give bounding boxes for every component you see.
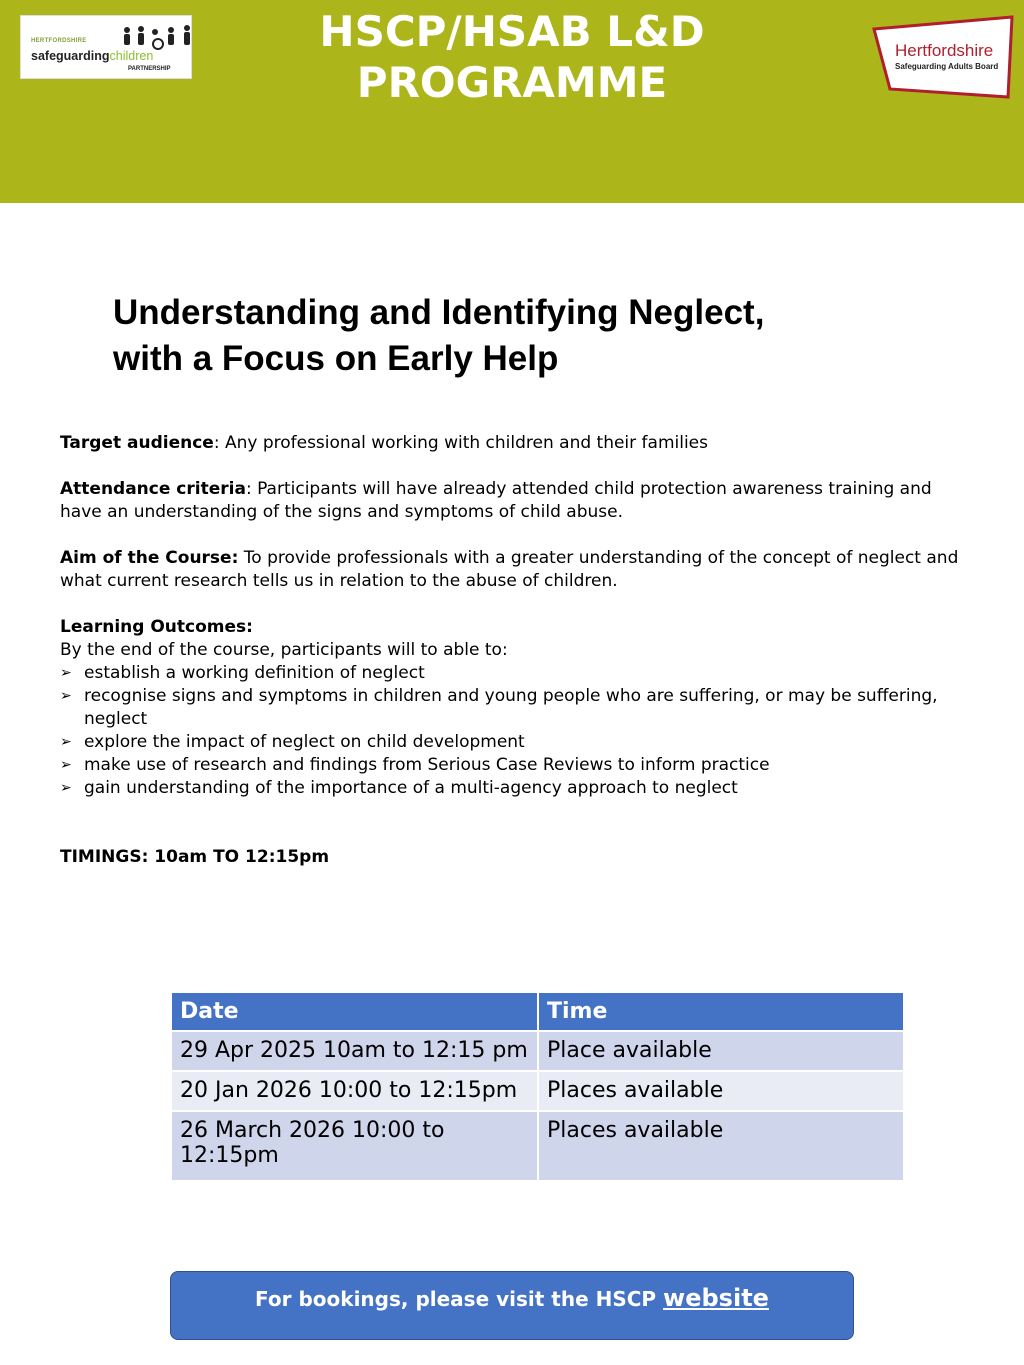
course-aim: Aim of the Course: To provide professionals with a greater understanding of the concept of neglect and what current research tells us in relation to the abuse of children. [60,548,959,591]
date-cell: 26 March 2026 10:00 to 12:15pm [171,1111,538,1181]
logo-herts-small: HERTFORDSHIRE [31,38,87,44]
page-title: HSCP/HSAB L&D PROGRAMME [319,7,705,107]
header-date: Date [171,992,538,1031]
list-item: ➢ make use of research and findings from Serious Case Reviews to inform practice [60,755,770,775]
outcomes-list [60,662,970,800]
arrow-bullet-icon: ➢ [60,757,72,773]
logo-hertfordshire: Hertfordshire [895,41,994,60]
header-time: Time [538,992,904,1031]
course-details [60,432,970,800]
attendance-criteria: Attendance criteria: Participants will have already attended child protection awareness training and have an understanding of the signs and symptoms of child abuse. [60,479,932,522]
outcomes-heading: Learning Outcomes: [60,617,253,637]
target-audience: Target audience: Any professional working with children and their families [60,433,708,453]
booking-text: For bookings, please visit the HSCP [255,1287,664,1311]
timings: TIMINGS: 10am TO 12:15pm [60,847,330,867]
availability-cell: Place available [538,1031,904,1071]
logo-wordmark: safeguardingchildren [31,49,154,63]
header-band [0,0,1024,203]
list-item: ➢ explore the impact of neglect on child development [60,732,525,752]
date-cell: 20 Jan 2026 10:00 to 12:15pm [171,1071,538,1111]
list-item: ➢ establish a working definition of neglect [60,663,425,683]
arrow-bullet-icon: ➢ [60,665,72,681]
arrow-bullet-icon: ➢ [60,734,72,750]
arrow-bullet-icon: ➢ [60,780,72,796]
table-row [171,1031,904,1071]
table-row [171,1071,904,1111]
arrow-bullet-icon: ➢ [60,688,72,704]
logo-partnership: PARTNERSHIP [128,66,171,72]
availability-cell: Places available [538,1111,904,1181]
date-cell: 29 Apr 2025 10am to 12:15 pm [171,1031,538,1071]
list-item: ➢ recognise signs and symptoms in children and young people who are suffering, or may be suffering, neglect [60,686,938,729]
availability-cell: Places available [538,1071,904,1111]
logo-board-name: Safeguarding Adults Board [895,62,999,71]
safeguarding-children-logo [20,15,192,79]
people-figures-icon [121,25,201,51]
website-link[interactable]: website [663,1284,769,1312]
dates-table [170,991,905,1182]
hertfordshire-sab-logo [872,15,1014,100]
booking-banner [170,1271,854,1340]
table-header-row [171,992,904,1031]
outcomes-intro: By the end of the course, participants will to able to: [60,640,508,660]
course-title: Understanding and Identifying Neglect, with a Focus on Early Help [113,293,765,378]
list-item: ➢ gain understanding of the importance of a multi-agency approach to neglect [60,778,738,798]
table-row [171,1111,904,1181]
